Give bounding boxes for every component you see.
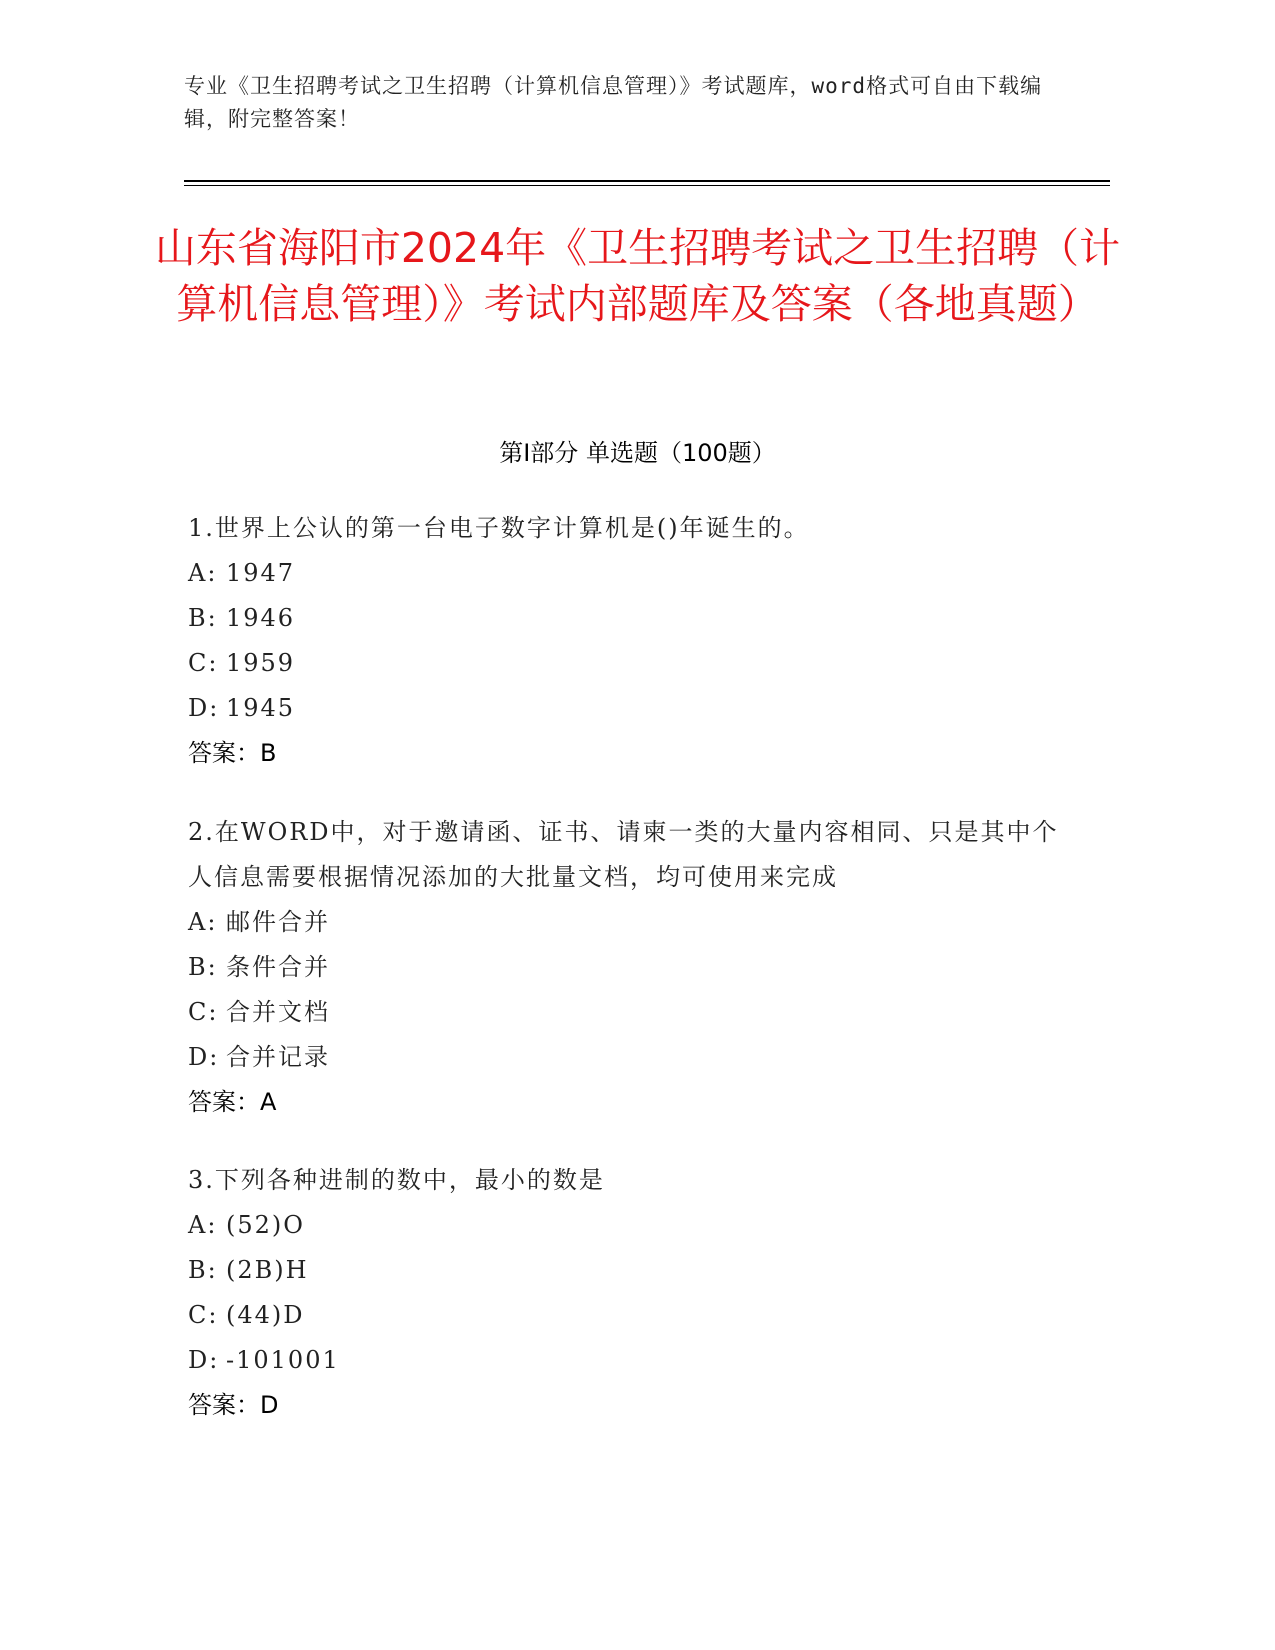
answer-line: 答案：D xyxy=(188,1391,279,1419)
header-divider-thin xyxy=(184,185,1110,186)
option-a xyxy=(188,551,1068,596)
option-text: 条件合并 xyxy=(226,953,330,981)
answer-line: 答案：A xyxy=(188,1088,277,1116)
option-c xyxy=(188,990,1068,1035)
option-text: (2B)H xyxy=(226,1256,309,1284)
option-b xyxy=(188,945,1068,990)
option-c xyxy=(188,641,1068,686)
option-letter: B: xyxy=(188,953,218,981)
option-b xyxy=(188,596,1068,641)
option-d xyxy=(188,1338,1068,1383)
question-2 xyxy=(188,810,1068,1125)
option-letter: A: xyxy=(188,559,218,587)
option-text: 1946 xyxy=(226,604,296,632)
option-text: (44)D xyxy=(226,1301,305,1329)
header-divider-thick xyxy=(184,180,1110,182)
option-letter: D: xyxy=(188,1346,220,1374)
option-letter: A: xyxy=(188,1211,218,1239)
option-letter: D: xyxy=(188,694,220,722)
question-1 xyxy=(188,506,1068,776)
question-stem: 2.在WORD中，对于邀请函、证书、请柬一类的大量内容相同、只是其中个人信息需要根据情况添加的大批量文档，均可使用来完成 xyxy=(188,818,1059,891)
option-d xyxy=(188,686,1068,731)
option-text: -101001 xyxy=(226,1346,340,1374)
option-letter: B: xyxy=(188,1256,218,1284)
option-text: 合并记录 xyxy=(226,1043,330,1071)
option-d xyxy=(188,1035,1068,1080)
question-stem: 1.世界上公认的第一台电子数字计算机是()年诞生的。 xyxy=(188,514,810,542)
option-text: 1945 xyxy=(226,694,296,722)
option-a xyxy=(188,1203,1068,1248)
option-letter: C: xyxy=(188,649,219,677)
option-letter: C: xyxy=(188,998,219,1026)
option-text: 合并文档 xyxy=(226,998,330,1026)
option-text: 1959 xyxy=(226,649,296,677)
option-letter: D: xyxy=(188,1043,220,1071)
option-c xyxy=(188,1293,1068,1338)
option-letter: A: xyxy=(188,908,218,936)
option-text: 邮件合并 xyxy=(226,908,330,936)
question-stem: 3.下列各种进制的数中，最小的数是 xyxy=(188,1166,605,1194)
option-text: (52)O xyxy=(226,1211,305,1239)
option-b xyxy=(188,1248,1068,1293)
question-3 xyxy=(188,1158,1068,1428)
option-letter: C: xyxy=(188,1301,219,1329)
document-title: 山东省海阳市2024年《卫生招聘考试之卫生招聘（计算机信息管理）》考试内部题库及答案（各地真题） xyxy=(154,224,1121,328)
option-a xyxy=(188,900,1068,945)
answer-line: 答案：B xyxy=(188,739,277,767)
section-title: 第I部分 单选题（100题） xyxy=(499,439,776,467)
option-text: 1947 xyxy=(226,559,296,587)
header-note: 专业《卫生招聘考试之卫生招聘（计算机信息管理）》考试题库，word格式可自由下载编辑，附完整答案！ xyxy=(184,74,1043,131)
option-letter: B: xyxy=(188,604,218,632)
